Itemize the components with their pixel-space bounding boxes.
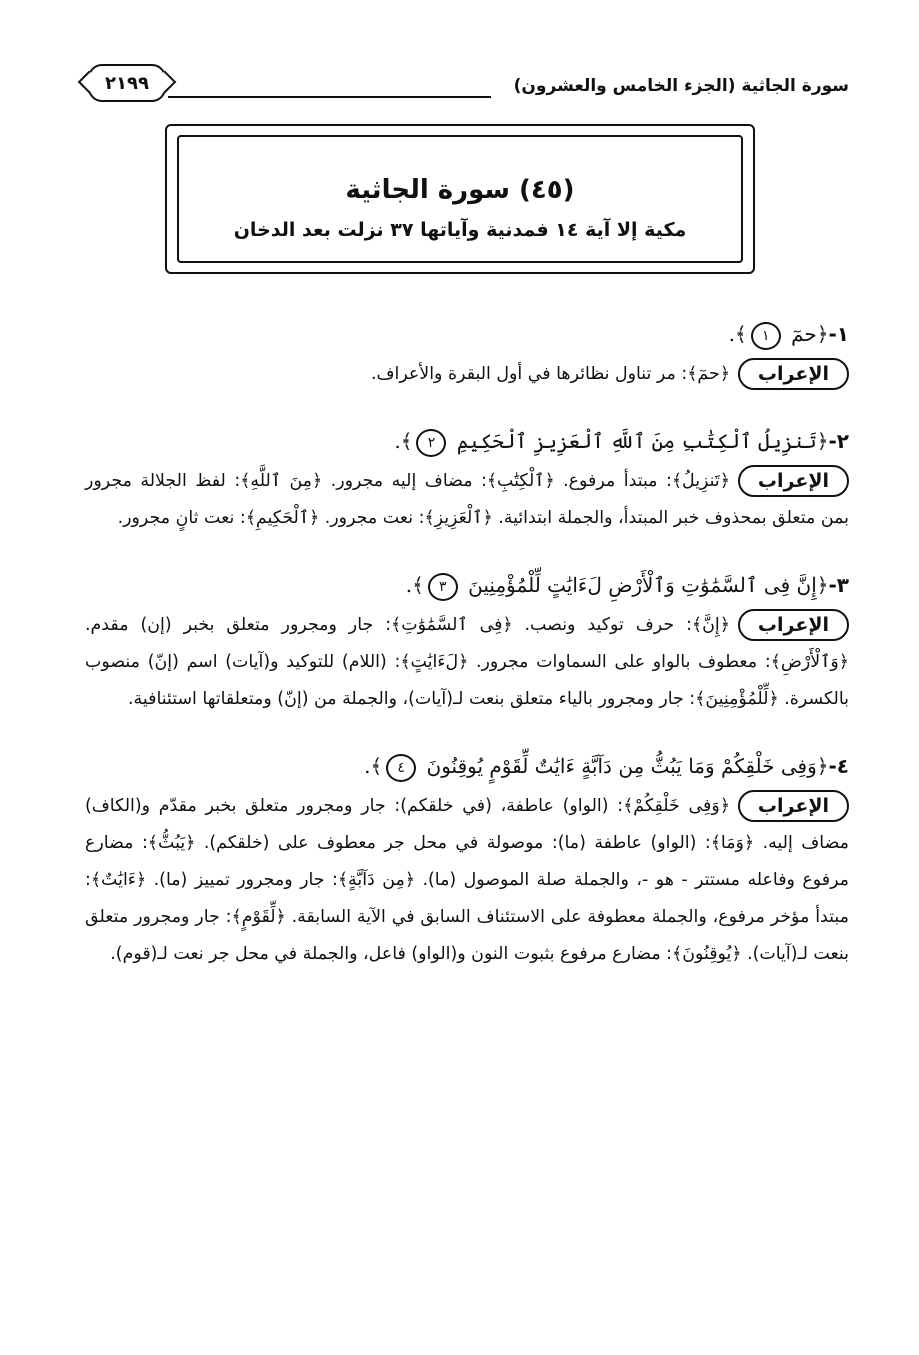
verse-close: ﴾. bbox=[394, 429, 413, 453]
irab-text: ﴿وَفِى خَلْقِكُمْ﴾: (الواو) عاطفة، (في خلقكم): جار ومجرور متعلق بخبر مقدّم و(الكاف) مضاف إليه. ﴿وَمَا﴾: (الواو) عاطفة (ما): موصولة في محل جر معطوف على (خلقكم). ﴿يَبُثُّ﴾: مضارع مرفوع وفاعله مستتر - هو -، والجملة صلة الموصول (ما). ﴿مِن دَآبَّةٍ﴾: جار ومجرور تمييز (ما). ﴿ءَايَٰتٌ﴾: مبتدأ مؤخر مرفوع، والجملة معطوفة على الاستئناف السابق في الآية السابقة. ﴿لِّقَوْمٍ﴾: جار ومجرور متعلق بنعت لـ(آيات). ﴿يُوقِنُونَ﴾: مضارع مرفوع بثبوت النون و(الواو) فاعل، والجملة في محل جر نعت لـ(قوم). bbox=[85, 796, 849, 964]
surah-title-frame bbox=[165, 124, 755, 274]
irab-text: ﴿حمٓ﴾: مر تناول نظائرها في أول البقرة والأعراف. bbox=[370, 364, 730, 384]
surah-title-inner-frame bbox=[177, 135, 743, 263]
verse bbox=[85, 565, 849, 605]
irab-text: ﴿تَنزِيلُ﴾: مبتدأ مرفوع. ﴿ٱلْكِتَٰبِ﴾: مضاف إليه مجرور. ﴿مِنَ ٱللَّهِ﴾: لفظ الجلالة مجرور بمن متعلق بمحذوف خبر المبتدأ، والجملة ابتدائية. ﴿ٱلْعَزِيزِ﴾: نعت مجرور. ﴿ٱلْحَكِيمِ﴾: نعت ثانٍ مجرور. bbox=[85, 471, 849, 528]
irab-paragraph bbox=[85, 607, 849, 718]
surah-name: (٤٥) سورة الجاثية bbox=[345, 175, 575, 205]
irab-paragraph bbox=[85, 463, 849, 537]
header-rule bbox=[168, 96, 491, 98]
verse-number: ١- bbox=[828, 322, 849, 346]
page-content bbox=[85, 300, 849, 973]
irab-paragraph bbox=[85, 788, 849, 973]
verse-number: ٤- bbox=[828, 754, 849, 778]
verse bbox=[85, 746, 849, 786]
verse-close: ﴾. bbox=[405, 573, 424, 597]
ayah-end-mark: ١ bbox=[751, 322, 781, 350]
verse-number: ٢- bbox=[828, 429, 849, 453]
verse-text: ﴿حمٓ bbox=[791, 322, 829, 346]
verse-close: ﴾. bbox=[364, 754, 383, 778]
verse bbox=[85, 314, 849, 354]
verse-text: ﴿وَفِى خَلْقِكُمْ وَمَا يَبُثُّ مِن دَآبَّةٍ ءَايَٰتٌ لِّقَوْمٍ يُوقِنُونَ bbox=[426, 754, 829, 778]
verse-text: ﴿تَنزِيلُ ٱلْكِتَٰبِ مِنَ ٱللَّهِ ٱلْعَزِيزِ ٱلْحَكِيمِ bbox=[456, 429, 829, 453]
ayah-end-mark: ٢ bbox=[416, 429, 446, 457]
irab-text: ﴿إِنَّ﴾: حرف توكيد ونصب. ﴿فِى ٱلسَّمَٰوَٰتِ﴾: جار ومجرور متعلق بخبر (إن) مقدم. ﴿وَٱلْأَرْضِ﴾: معطوف بالواو على السماوات مجرور. ﴿لَءَايَٰتٍ﴾: (اللام) للتوكيد و(آيات) اسم (إنّ) منصوب بالكسرة. ﴿لِّلْمُؤْمِنِينَ﴾: جار ومجرور بالياء متعلق بنعت لـ(آيات)، والجملة من (إنّ) ومتعلقاتها استئنافية. bbox=[85, 615, 849, 709]
irab-label: الإعراب bbox=[738, 358, 849, 390]
surah-meta: مكية إلا آية ١٤ فمدنية وآياتها ٣٧ نزلت بعد الدخان bbox=[233, 219, 687, 241]
irab-label: الإعراب bbox=[738, 465, 849, 497]
page-number: ٢١٩٩ bbox=[88, 64, 166, 102]
verse-number: ٣- bbox=[828, 573, 849, 597]
verse bbox=[85, 421, 849, 461]
irab-label: الإعراب bbox=[738, 790, 849, 822]
irab-paragraph bbox=[85, 356, 849, 393]
verse-close: ﴾. bbox=[728, 322, 747, 346]
running-title: سورة الجاثية (الجزء الخامس والعشرون) bbox=[513, 76, 849, 96]
ayah-end-mark: ٣ bbox=[428, 573, 458, 601]
irab-label: الإعراب bbox=[738, 609, 849, 641]
ayah-end-mark: ٤ bbox=[386, 754, 416, 782]
verse-text: ﴿إِنَّ فِى ٱلسَّمَٰوَٰتِ وَٱلْأَرْضِ لَءَايَٰتٍ لِّلْمُؤْمِنِينَ bbox=[468, 573, 829, 597]
